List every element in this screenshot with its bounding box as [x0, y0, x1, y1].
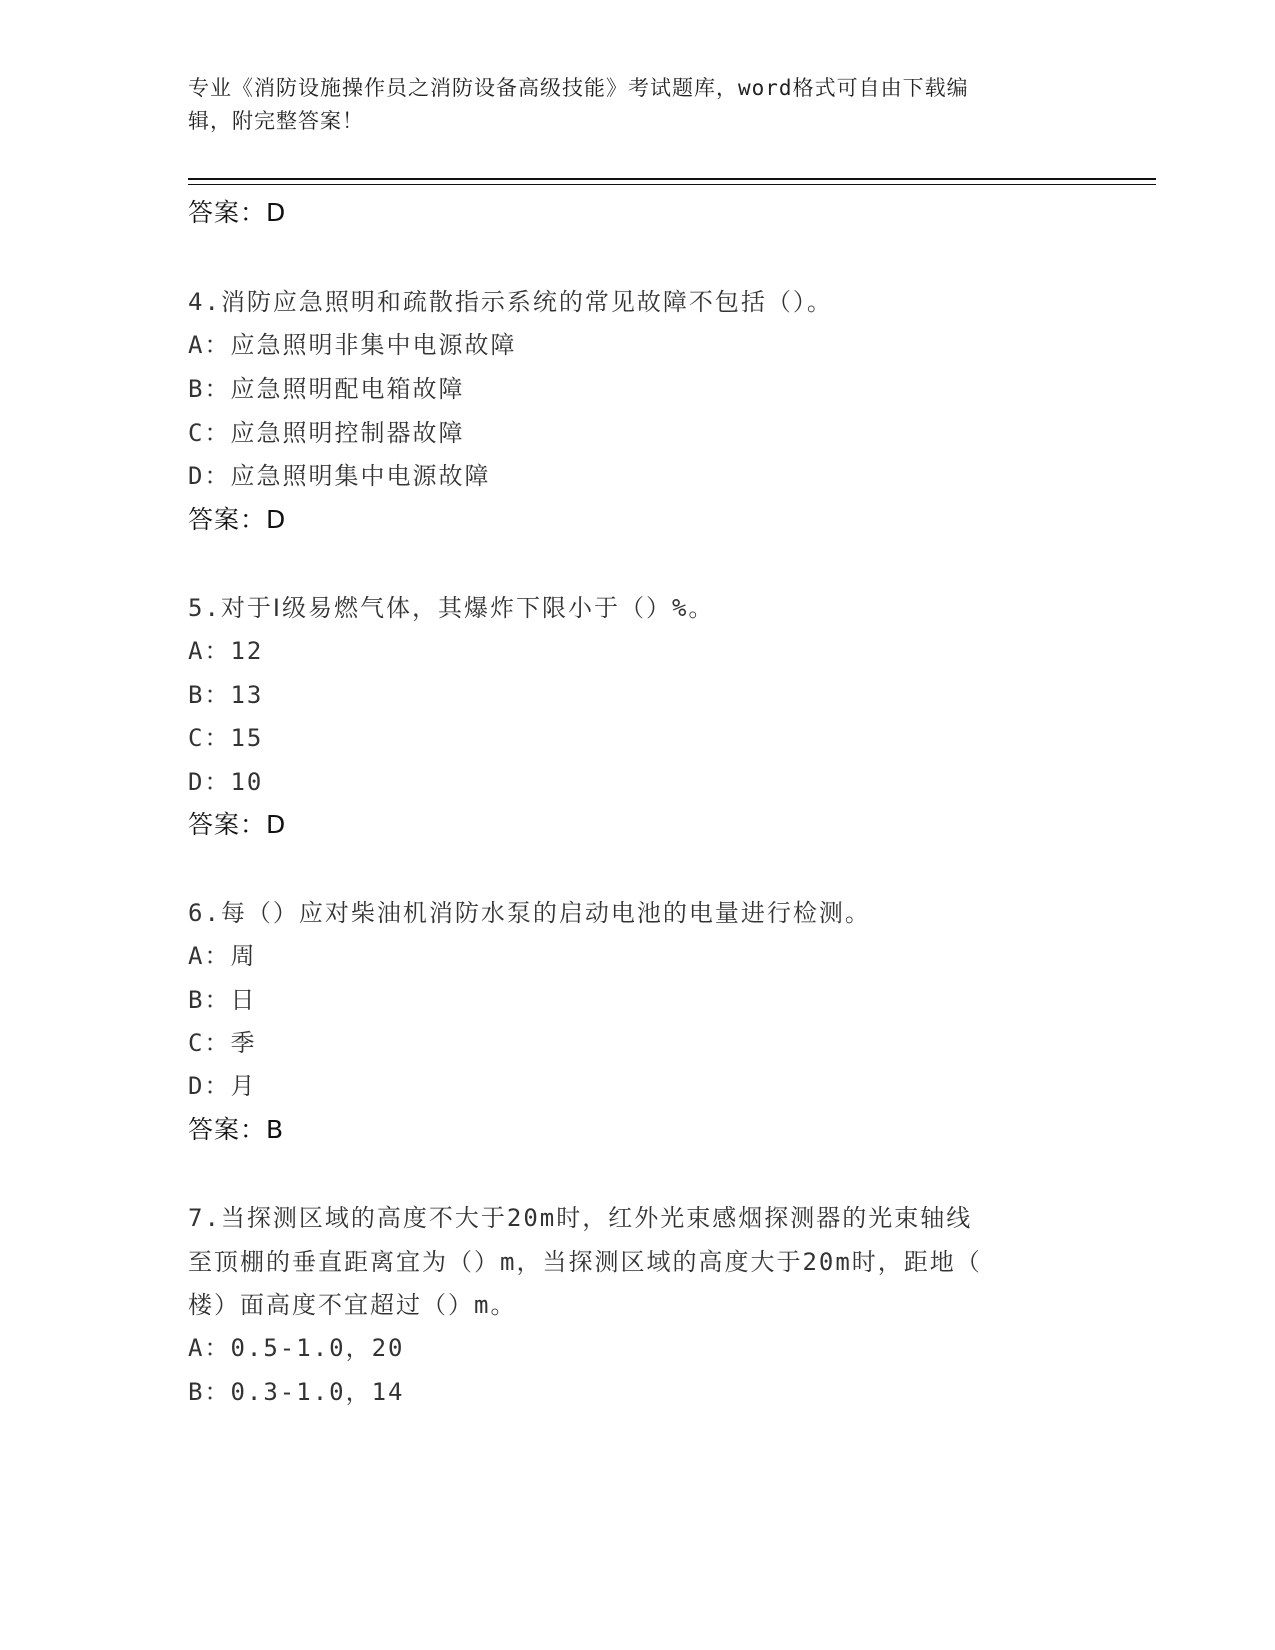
question-6-option-a: A：周: [188, 942, 257, 970]
question-6-stem: 6.每（）应对柴油机消防水泵的启动电池的电量进行检测。: [188, 899, 871, 927]
question-5-option-b: B：13: [188, 681, 264, 709]
question-4-option-a: A：应急照明非集中电源故障: [188, 331, 517, 359]
page-header: [188, 72, 1088, 138]
question-4-stem: 4.消防应急照明和疏散指示系统的常见故障不包括（）。: [188, 288, 833, 316]
question-7-option-b: B：0.3-1.0，14: [188, 1378, 405, 1406]
question-7-stem-line-3: 楼）面高度不宜超过（）m。: [188, 1291, 517, 1319]
question-5-option-c: C：15: [188, 724, 264, 752]
prev-answer: 答案：D: [188, 198, 287, 227]
question-4-option-d: D：应急照明集中电源故障: [188, 462, 491, 490]
question-6-option-b: B：日: [188, 986, 257, 1014]
question-6-option-c: C：季: [188, 1029, 257, 1057]
question-4-answer: 答案：D: [188, 505, 287, 534]
question-7-stem-line-1: 7.当探测区域的高度不大于20m时，红外光束感烟探测器的光束轴线: [188, 1204, 973, 1232]
question-6-answer: 答案：B: [188, 1115, 285, 1144]
header-divider-thin: [188, 184, 1156, 185]
question-5-answer: 答案：D: [188, 810, 287, 839]
header-line-1: 专业《消防设施操作员之消防设备高级技能》考试题库，word格式可自由下载编: [188, 76, 969, 100]
question-4-option-b: B：应急照明配电箱故障: [188, 375, 465, 403]
question-5-option-a: A：12: [188, 637, 264, 665]
header-divider-thick: [188, 178, 1156, 180]
question-5-stem: 5.对于Ⅰ级易燃气体，其爆炸下限小于（）%。: [188, 594, 715, 622]
header-line-2: 辑，附完整答案！: [188, 109, 364, 133]
question-7-option-a: A：0.5-1.0，20: [188, 1334, 405, 1362]
question-7-stem-line-2: 至顶棚的垂直距离宜为（）m，当探测区域的高度大于20m时，距地（: [188, 1248, 982, 1276]
question-4-option-c: C：应急照明控制器故障: [188, 419, 465, 447]
question-5-option-d: D：10: [188, 768, 264, 796]
question-6-option-d: D：月: [188, 1072, 257, 1100]
